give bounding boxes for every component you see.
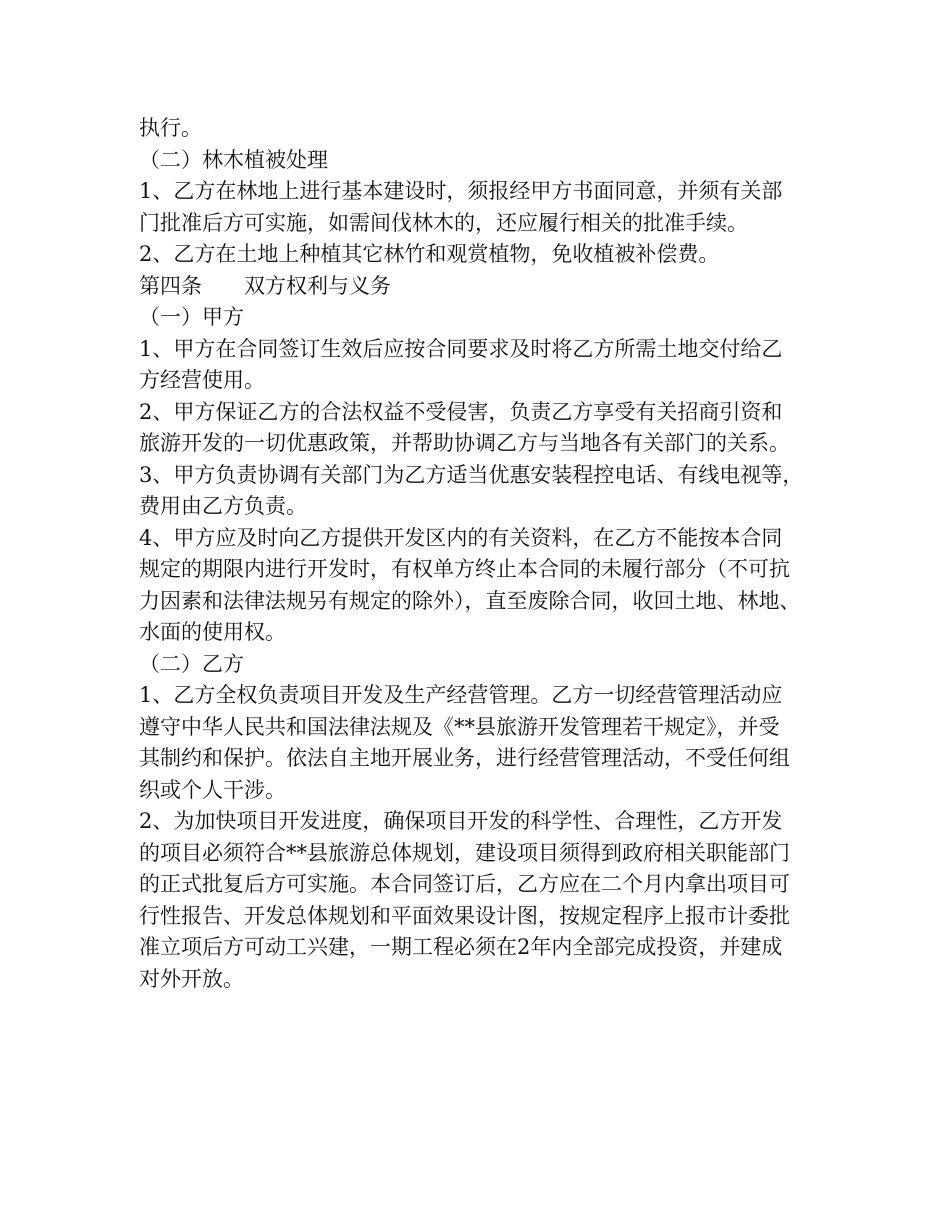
text-line: 旅游开发的一切优惠政策，并帮助协调乙方与当地各有关部门的关系。 (139, 431, 790, 455)
text-line: 方经营使用。 (139, 368, 265, 392)
text-line: 1、乙方在林地上进行基本建设时，须报经甲方书面同意，并须有关部 (139, 179, 783, 203)
text-line: 其制约和保护。依法自主地开展业务，进行经营管理活动，不受任何组 (139, 746, 790, 770)
text-line: 水面的使用权。 (139, 620, 286, 644)
text-line: 的正式批复后方可实施。本合同签订后，乙方应在二个月内拿出项目可 (139, 872, 790, 896)
text-line: 门批准后方可实施，如需间伐林木的，还应履行相关的批准手续。 (139, 210, 748, 235)
text-line: 织或个人干涉。 (139, 777, 286, 802)
text-line: 4、甲方应及时向乙方提供开发区内的有关资料，在乙方不能按本合同 (139, 525, 783, 550)
text-line: 1、乙方全权负责项目开发及生产经营管理。乙方一切经营管理活动应 (139, 683, 783, 707)
text-line: 准立项后方可动工兴建，一期工程必须在2年内全部完成投资，并建成 (139, 935, 783, 959)
text-line: 3、甲方负责协调有关部门为乙方适当优惠安装程控电话、有线电视等， (139, 462, 804, 487)
text-line: 遵守中华人民共和国法律法规及《**县旅游开发管理若干规定》，并受 (139, 714, 780, 739)
article-heading (139, 271, 839, 303)
text-line: 规定的期限内进行开发时，有权单方终止本合同的未履行部分（不可抗 (139, 557, 790, 581)
text-line: 的项目必须符合**县旅游总体规划，建设项目须得到政府相关职能部门 (139, 840, 790, 865)
text-line: 力因素和法律法规另有规定的除外），直至废除合同，收回土地、林地、 (139, 588, 801, 613)
section-heading: （二）乙方 (139, 651, 244, 676)
text-line: 1、甲方在合同签订生效后应按合同要求及时将乙方所需土地交付给乙 (139, 336, 783, 361)
text-line: 2、为加快项目开发进度，确保项目开发的科学性、合理性，乙方开发 (139, 809, 783, 833)
text-line: 对外开放。 (139, 966, 244, 991)
section-heading: （二）林木植被处理 (139, 147, 328, 172)
text-line: 费用由乙方负责。 (139, 494, 307, 518)
article-title: 双方权利与义务 (244, 273, 391, 298)
section-heading: （一）甲方 (139, 305, 244, 329)
text-line: 2、甲方保证乙方的合法权益不受侵害，负责乙方享受有关招商引资和 (139, 399, 783, 424)
article-number: 第四条 (139, 273, 202, 298)
text-line: 2、乙方在土地上种植其它林竹和观赏植物，免收植被补偿费。 (139, 242, 720, 266)
text-line: 行性报告、开发总体规划和平面效果设计图，按规定程序上报市计委批 (139, 903, 790, 928)
text-line: 执行。 (139, 116, 202, 140)
document-body (139, 113, 839, 995)
